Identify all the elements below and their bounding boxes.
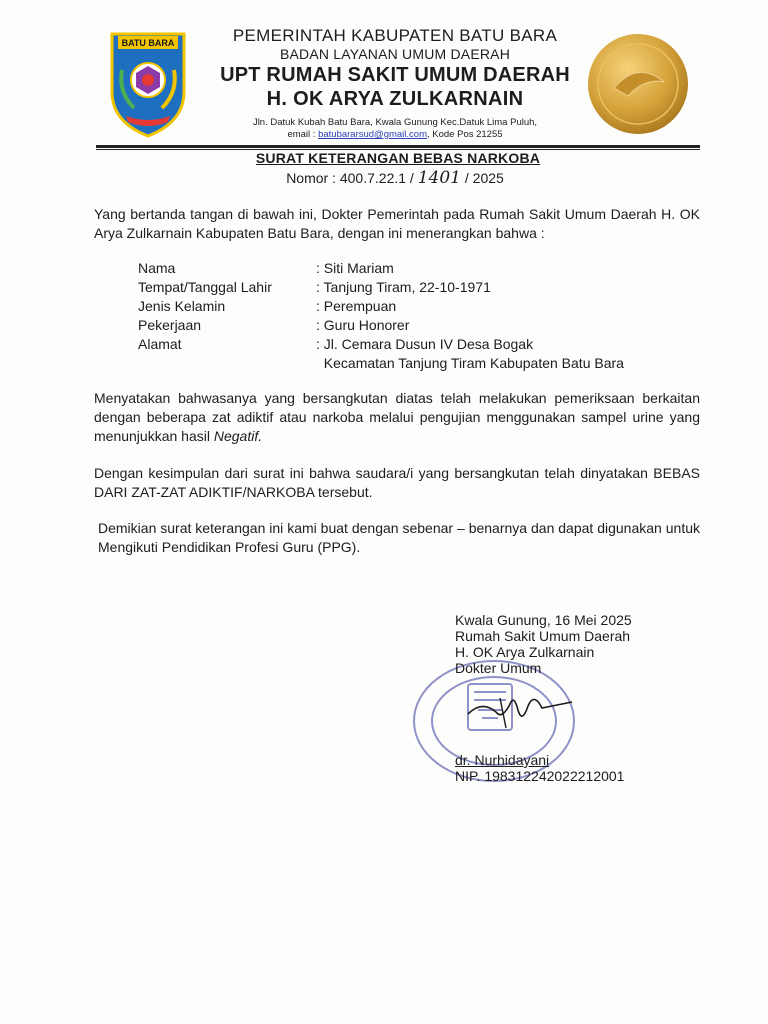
- email-link[interactable]: batubararsud@gmail.com: [318, 129, 427, 140]
- institution-line: Rumah Sakit Umum Daerah: [455, 628, 631, 644]
- number-suffix: / 2025: [464, 170, 504, 186]
- identity-label: Tempat/Tanggal Lahir: [138, 279, 272, 295]
- intro-paragraph: Yang bertanda tangan di bawah ini, Dokter Pemerintah pada Rumah Sakit Umum Daerah H. OK Arya Zulkarnain Kabupaten Batu Bara, dengan ini menerangkan bahwa :: [94, 206, 700, 241]
- email-prefix: email :: [287, 129, 319, 140]
- institution-line: H. OK Arya Zulkarnain: [455, 644, 595, 660]
- accreditation-seal-icon: [584, 30, 692, 138]
- number-handwritten: 1401: [417, 168, 461, 188]
- postcode: , Kode Pos 21255: [427, 129, 503, 140]
- signer-name: dr. Nurhidayani: [455, 752, 550, 768]
- statement-paragraph: [94, 389, 700, 446]
- identity-value: : Tanjung Tiram, 22-10-1971: [316, 279, 491, 295]
- unit-name: UPT RUMAH SAKIT UMUM DAERAH: [220, 64, 570, 86]
- closing-paragraph: Demikian surat keterangan ini kami buat dengan sebenar – benarnya dan dapat digunakan untuk Mengikuti Pendidikan Profesi Guru (PPG).: [98, 520, 700, 555]
- identity-row: [138, 335, 676, 354]
- letterhead: [195, 26, 595, 141]
- batu-bara-regency-logo: [108, 30, 188, 138]
- address-line: Jln. Datuk Kubah Batu Bara, Kwala Gunung Kec.Datuk Lima Puluh,: [252, 117, 538, 128]
- statement-text: Menyatakan bahwasanya yang bersangkutan diatas telah melakukan pemeriksaan berkaitan dengan beberapa zat adiktif atau narkoba melalui pengujian menggunakan sampel urine yang menunjukkan hasil: [94, 390, 700, 444]
- identity-table: [138, 259, 676, 373]
- identity-row: [138, 259, 676, 278]
- place-date: Kwala Gunung, 16 Mei 2025: [455, 612, 632, 628]
- agency-name: BADAN LAYANAN UMUM DAERAH: [279, 46, 511, 62]
- identity-value: : Perempuan: [316, 298, 397, 314]
- signature-block: [455, 612, 632, 784]
- statement-result: Negatif.: [213, 428, 263, 444]
- identity-label: Jenis Kelamin: [138, 298, 226, 314]
- signer-position: Dokter Umum: [455, 660, 542, 676]
- document-number: [0, 168, 768, 188]
- address: [195, 117, 595, 141]
- identity-row: [138, 316, 676, 335]
- signer-nip: NIP. 198312242022212001: [455, 768, 625, 784]
- hospital-name: H. OK ARYA ZULKARNAIN: [266, 88, 524, 110]
- identity-label: Pekerjaan: [138, 317, 202, 333]
- identity-label: [138, 354, 316, 373]
- conclusion-paragraph: Dengan kesimpulan dari surat ini bahwa saudara/i yang bersangkutan telah dinyatakan BEBAS DARI ZAT-ZAT ADIKTIF/NARKOBA tersebut.: [94, 465, 700, 500]
- document-title: SURAT KETERANGAN BEBAS NARKOBA: [255, 150, 541, 166]
- letterhead-rule: [96, 145, 700, 148]
- identity-row: [138, 354, 676, 373]
- government-name: PEMERINTAH KABUPATEN BATU BARA: [232, 26, 558, 45]
- number-prefix: Nomor : 400.7.22.1 /: [286, 170, 414, 186]
- identity-value: Kecamatan Tanjung Tiram Kabupaten Batu Bara: [316, 355, 624, 371]
- logo-text: BATU BARA: [121, 38, 175, 48]
- identity-row: [138, 297, 676, 316]
- identity-label: Alamat: [138, 336, 182, 352]
- identity-label: Nama: [138, 260, 176, 276]
- identity-value: : Jl. Cemara Dusun IV Desa Bogak: [316, 336, 534, 352]
- contact-line: [195, 129, 595, 141]
- identity-value: : Guru Honorer: [316, 317, 410, 333]
- identity-row: [138, 278, 676, 297]
- identity-value: : Siti Mariam: [316, 260, 394, 276]
